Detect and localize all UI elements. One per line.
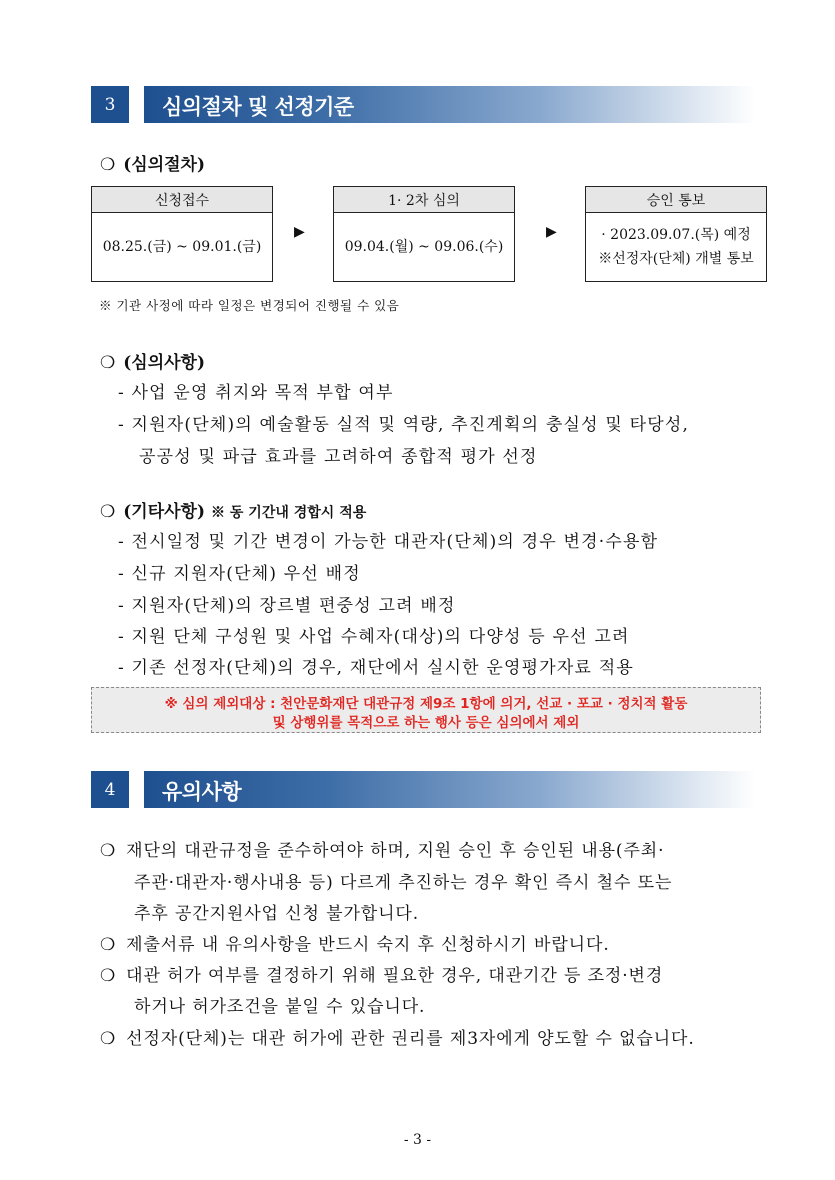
list-item: - 신규 지원자(단체) 우선 배정 bbox=[118, 564, 361, 584]
circle-bullet-icon: ❍ bbox=[100, 841, 117, 861]
circle-bullet-icon: ❍ bbox=[100, 502, 116, 522]
flow-step-approval bbox=[585, 186, 767, 282]
notice-item: ❍ 제출서류 내 유의사항을 반드시 숙지 후 신청하시기 바랍니다. bbox=[100, 935, 610, 955]
flow-step-application bbox=[91, 186, 273, 282]
notice-continuation: 추후 공간지원사업 신청 불가합니다. bbox=[134, 904, 420, 924]
notice-continuation: 주관·대관자·행사내용 등) 다르게 추진하는 경우 확인 즉시 철수 또는 bbox=[134, 873, 673, 893]
other-heading: ❍ (기타사항) ※ 동 기간내 경합시 적용 bbox=[100, 502, 367, 522]
flow-step-date: 09.04.(월) ~ 09.06.(수) bbox=[344, 239, 504, 255]
notice-item: ❍ 대관 허가 여부를 결정하기 위해 필요한 경우, 대관기간 등 조정·변경 bbox=[100, 966, 664, 986]
exclusion-notice bbox=[91, 687, 761, 733]
arrow-right-icon: ▶ bbox=[546, 224, 557, 240]
page-number: - 3 - bbox=[403, 1132, 432, 1148]
flow-step-title: 신청접수 bbox=[92, 187, 272, 213]
exclusion-line-2: 및 상행위를 목적으로 하는 행사 등은 심의에서 제외 bbox=[272, 715, 580, 731]
section-number: 4 bbox=[91, 771, 129, 808]
notice-item: ❍ 재단의 대관규정을 준수하여야 하며, 지원 승인 후 승인된 내용(주최· bbox=[100, 841, 665, 861]
other-heading-note: ※ 동 기간내 경합시 적용 bbox=[211, 505, 367, 521]
section-number: 3 bbox=[91, 86, 129, 123]
flow-step-date: · 2023.09.07.(목) 예정 bbox=[601, 227, 751, 243]
flow-step-note: ※선정자(단체) 개별 통보 bbox=[598, 251, 754, 267]
section-4-header bbox=[91, 771, 756, 808]
list-item: - 전시일정 및 기간 변경이 가능한 대관자(단체)의 경우 변경·수용함 bbox=[118, 532, 659, 552]
flow-step-title: 승인 통보 bbox=[586, 187, 766, 213]
list-item: - 사업 운영 취지와 목적 부합 여부 bbox=[118, 383, 394, 403]
list-item: - 지원자(단체)의 예술활동 실적 및 역량, 추진계획의 충실성 및 타당성, bbox=[118, 415, 690, 435]
procedure-heading: ❍ (심의절차) bbox=[100, 155, 206, 175]
flow-step-review bbox=[333, 186, 515, 282]
review-heading: ❍ (심의사항) bbox=[100, 353, 206, 373]
section-title-bar bbox=[144, 771, 756, 808]
section-title: 심의절차 및 선정기준 bbox=[162, 95, 354, 119]
list-item: - 지원 단체 구성원 및 사업 수혜자(대상)의 다양성 등 우선 고려 bbox=[118, 627, 630, 647]
circle-bullet-icon: ❍ bbox=[100, 1029, 117, 1049]
section-3-header bbox=[91, 86, 756, 123]
flow-step-title: 1· 2차 심의 bbox=[334, 187, 514, 213]
circle-bullet-icon: ❍ bbox=[100, 353, 116, 373]
circle-bullet-icon: ❍ bbox=[100, 935, 117, 955]
circle-bullet-icon: ❍ bbox=[100, 155, 116, 175]
arrow-right-icon: ▶ bbox=[294, 224, 305, 240]
section-title-bar bbox=[144, 86, 756, 123]
section-title: 유의사항 bbox=[162, 780, 242, 804]
notice-continuation: 하거나 허가조건을 붙일 수 있습니다. bbox=[134, 997, 426, 1017]
schedule-note: ※ 기관 사정에 따라 일정은 변경되어 진행될 수 있음 bbox=[99, 298, 400, 313]
circle-bullet-icon: ❍ bbox=[100, 966, 117, 986]
list-item: - 기존 선정자(단체)의 경우, 재단에서 실시한 운영평가자료 적용 bbox=[118, 658, 634, 678]
list-item-continuation: 공공성 및 파급 효과를 고려하여 종합적 평가 선정 bbox=[139, 447, 538, 467]
exclusion-line-1: ※ 심의 제외대상 : 천안문화재단 대관규정 제9조 1항에 의거, 선교 · 포교 · 정치적 활동 bbox=[164, 696, 688, 712]
flow-step-date: 08.25.(금) ~ 09.01.(금) bbox=[102, 239, 262, 255]
notice-item: ❍ 선정자(단체)는 대관 허가에 관한 권리를 제3자에게 양도할 수 없습니다. bbox=[100, 1029, 695, 1049]
list-item: - 지원자(단체)의 장르별 편중성 고려 배정 bbox=[118, 596, 456, 616]
